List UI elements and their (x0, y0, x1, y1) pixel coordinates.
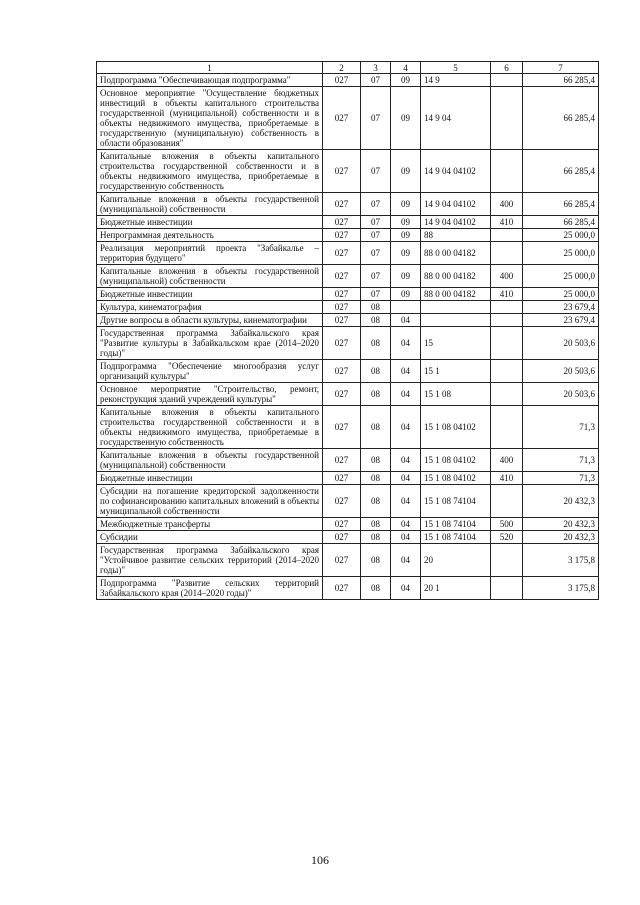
cell-target: 15 (421, 327, 491, 360)
cell-vid: 400 (491, 265, 523, 288)
cell-amount: 20 432,3 (523, 485, 599, 518)
cell-vid (491, 150, 523, 193)
table-row (97, 327, 599, 360)
cell-section: 07 (361, 265, 391, 288)
col-header-admin: 2 (323, 62, 361, 74)
cell-amount: 20 432,3 (523, 531, 599, 544)
cell-vid (491, 544, 523, 577)
cell-amount: 25 000,0 (523, 288, 599, 301)
cell-subsection: 04 (391, 314, 421, 327)
cell-subsection: 04 (391, 485, 421, 518)
cell-subsection: 04 (391, 544, 421, 577)
cell-admin: 027 (323, 449, 361, 472)
cell-subsection: 04 (391, 360, 421, 383)
cell-name: Субсидии на погашение кредиторской задолженности по софинансированию капитальных вложений в объекты муниципальной собственности (97, 485, 323, 518)
cell-target: 88 0 00 04182 (421, 242, 491, 265)
col-header-subsection: 4 (391, 62, 421, 74)
cell-target: 14 9 04 04102 (421, 193, 491, 216)
cell-target (421, 314, 491, 327)
cell-section: 08 (361, 449, 391, 472)
table-row (97, 301, 599, 314)
cell-admin: 027 (323, 314, 361, 327)
cell-vid (491, 87, 523, 150)
cell-amount: 66 285,4 (523, 150, 599, 193)
cell-vid (491, 242, 523, 265)
table-row (97, 544, 599, 577)
cell-vid: 410 (491, 216, 523, 229)
cell-vid (491, 74, 523, 87)
col-header-section: 3 (361, 62, 391, 74)
cell-name: Капитальные вложения в объекты государственной (муниципальной) собственности (97, 265, 323, 288)
cell-target: 14 9 04 04102 (421, 150, 491, 193)
cell-admin: 027 (323, 472, 361, 485)
cell-amount: 20 503,6 (523, 327, 599, 360)
cell-section: 08 (361, 485, 391, 518)
cell-admin: 027 (323, 531, 361, 544)
table-row (97, 406, 599, 449)
cell-target: 88 0 00 04182 (421, 265, 491, 288)
cell-vid (491, 314, 523, 327)
cell-section: 08 (361, 472, 391, 485)
cell-admin: 027 (323, 383, 361, 406)
cell-target: 20 1 (421, 577, 491, 600)
cell-amount: 3 175,8 (523, 544, 599, 577)
cell-target: 15 1 08 74104 (421, 531, 491, 544)
cell-subsection: 09 (391, 265, 421, 288)
cell-admin: 027 (323, 150, 361, 193)
cell-amount: 66 285,4 (523, 193, 599, 216)
cell-target: 15 1 08 74104 (421, 485, 491, 518)
cell-subsection: 04 (391, 531, 421, 544)
col-header-name: 1 (97, 62, 323, 74)
cell-vid (491, 229, 523, 242)
cell-section: 07 (361, 216, 391, 229)
cell-amount: 66 285,4 (523, 216, 599, 229)
cell-vid (491, 485, 523, 518)
cell-amount: 23 679,4 (523, 301, 599, 314)
table-row (97, 265, 599, 288)
cell-section: 07 (361, 288, 391, 301)
cell-admin: 027 (323, 229, 361, 242)
cell-amount: 25 000,0 (523, 265, 599, 288)
cell-name: Непрограммная деятельность (97, 229, 323, 242)
cell-admin: 027 (323, 544, 361, 577)
cell-subsection: 09 (391, 193, 421, 216)
table-row (97, 449, 599, 472)
page-number: 106 (311, 853, 329, 867)
cell-section: 08 (361, 301, 391, 314)
cell-vid: 400 (491, 449, 523, 472)
cell-amount: 20 432,3 (523, 518, 599, 531)
cell-section: 07 (361, 150, 391, 193)
cell-subsection: 04 (391, 449, 421, 472)
cell-name: Бюджетные инвестиции (97, 472, 323, 485)
table-row (97, 216, 599, 229)
cell-vid: 520 (491, 531, 523, 544)
col-header-target: 5 (421, 62, 491, 74)
table-row (97, 577, 599, 600)
cell-amount: 71,3 (523, 406, 599, 449)
cell-name: Капитальные вложения в объекты капитального строительства государственной собственности и в объекты недвижимого имущества, приобретаемые в государственную собственность (97, 150, 323, 193)
cell-section: 08 (361, 577, 391, 600)
cell-vid (491, 360, 523, 383)
cell-section: 08 (361, 544, 391, 577)
cell-amount: 25 000,0 (523, 242, 599, 265)
cell-amount: 3 175,8 (523, 577, 599, 600)
cell-target: 88 (421, 229, 491, 242)
cell-section: 08 (361, 406, 391, 449)
cell-target: 15 1 08 (421, 383, 491, 406)
cell-amount: 66 285,4 (523, 74, 599, 87)
cell-vid (491, 301, 523, 314)
cell-target: 15 1 08 04102 (421, 406, 491, 449)
table-row (97, 314, 599, 327)
cell-target: 14 9 (421, 74, 491, 87)
table-row (97, 229, 599, 242)
cell-name: Межбюджетные трансферты (97, 518, 323, 531)
cell-target (421, 301, 491, 314)
cell-name: Культура, кинематография (97, 301, 323, 314)
cell-name: Основное мероприятие "Строительство, ремонт, реконструкция зданий учреждений культуры" (97, 383, 323, 406)
cell-admin: 027 (323, 265, 361, 288)
cell-amount: 20 503,6 (523, 383, 599, 406)
cell-target: 15 1 08 04102 (421, 449, 491, 472)
cell-name: Капитальные вложения в объекты государственной (муниципальной) собственности (97, 193, 323, 216)
cell-subsection: 09 (391, 229, 421, 242)
table-row (97, 288, 599, 301)
cell-amount: 66 285,4 (523, 87, 599, 150)
cell-name: Бюджетные инвестиции (97, 216, 323, 229)
cell-amount: 25 000,0 (523, 229, 599, 242)
cell-subsection: 09 (391, 242, 421, 265)
table-row (97, 472, 599, 485)
cell-admin: 027 (323, 74, 361, 87)
table-row (97, 485, 599, 518)
table-row (97, 193, 599, 216)
cell-subsection: 09 (391, 150, 421, 193)
cell-vid: 400 (491, 193, 523, 216)
cell-admin: 027 (323, 485, 361, 518)
cell-section: 07 (361, 242, 391, 265)
cell-amount: 71,3 (523, 449, 599, 472)
table-row (97, 531, 599, 544)
cell-vid (491, 577, 523, 600)
col-header-amount: 7 (523, 62, 599, 74)
table-body (97, 74, 599, 600)
cell-admin: 027 (323, 288, 361, 301)
cell-section: 08 (361, 360, 391, 383)
cell-vid (491, 327, 523, 360)
cell-vid: 410 (491, 288, 523, 301)
cell-name: Субсидии (97, 531, 323, 544)
cell-section: 08 (361, 531, 391, 544)
cell-admin: 027 (323, 518, 361, 531)
cell-target: 14 9 04 (421, 87, 491, 150)
cell-subsection: 04 (391, 472, 421, 485)
cell-admin: 027 (323, 216, 361, 229)
cell-subsection: 09 (391, 288, 421, 301)
cell-section: 07 (361, 229, 391, 242)
table-row (97, 360, 599, 383)
cell-subsection: 04 (391, 577, 421, 600)
cell-vid: 410 (491, 472, 523, 485)
cell-target: 14 9 04 04102 (421, 216, 491, 229)
cell-amount: 71,3 (523, 472, 599, 485)
cell-section: 07 (361, 87, 391, 150)
cell-name: Подпрограмма "Развитие сельских территорий Забайкальского края (2014–2020 годы)" (97, 577, 323, 600)
cell-admin: 027 (323, 327, 361, 360)
cell-admin: 027 (323, 87, 361, 150)
cell-admin: 027 (323, 577, 361, 600)
cell-target: 20 (421, 544, 491, 577)
cell-name: Подпрограмма "Обеспечение многообразия услуг организаций культуры" (97, 360, 323, 383)
cell-name: Основное мероприятие "Осуществление бюджетных инвестиций в объекты капитального строительства государственной (муниципальной) собственности и в объекты недвижимого имущества, приобретаемые в государственную (муниципальную) собственность в области образования" (97, 87, 323, 150)
cell-section: 08 (361, 314, 391, 327)
cell-subsection (391, 301, 421, 314)
cell-admin: 027 (323, 301, 361, 314)
cell-section: 08 (361, 327, 391, 360)
table-row (97, 150, 599, 193)
cell-section: 08 (361, 518, 391, 531)
cell-name: Другие вопросы в области культуры, кинематографии (97, 314, 323, 327)
cell-subsection: 09 (391, 216, 421, 229)
cell-vid (491, 406, 523, 449)
cell-subsection: 09 (391, 87, 421, 150)
cell-admin: 027 (323, 360, 361, 383)
cell-vid: 500 (491, 518, 523, 531)
cell-target: 15 1 (421, 360, 491, 383)
table-row (97, 87, 599, 150)
col-header-vid: 6 (491, 62, 523, 74)
cell-name: Реализация мероприятий проекта "Забайкалье – территория будущего" (97, 242, 323, 265)
cell-subsection: 04 (391, 406, 421, 449)
table-row (97, 242, 599, 265)
cell-name: Подпрограмма "Обеспечивающая подпрограмма" (97, 74, 323, 87)
cell-name: Капитальные вложения в объекты государственной (муниципальной) собственности (97, 449, 323, 472)
cell-subsection: 09 (391, 74, 421, 87)
table-row (97, 518, 599, 531)
cell-subsection: 04 (391, 383, 421, 406)
cell-name: Государственная программа Забайкальского края "Развитие культуры в Забайкальском крае (2014–2020 годы)" (97, 327, 323, 360)
cell-target: 15 1 08 04102 (421, 472, 491, 485)
cell-vid (491, 383, 523, 406)
budget-table (96, 61, 599, 600)
table-row (97, 383, 599, 406)
cell-target: 88 0 00 04182 (421, 288, 491, 301)
table-row (97, 74, 599, 87)
cell-name: Государственная программа Забайкальского края "Устойчивое развитие сельских территорий (2014–2020 годы)" (97, 544, 323, 577)
cell-subsection: 04 (391, 518, 421, 531)
cell-admin: 027 (323, 193, 361, 216)
cell-name: Бюджетные инвестиции (97, 288, 323, 301)
cell-amount: 23 679,4 (523, 314, 599, 327)
cell-admin: 027 (323, 406, 361, 449)
cell-section: 07 (361, 193, 391, 216)
cell-name: Капитальные вложения в объекты капитального строительства государственной собственности и в объекты недвижимого имущества, приобретаемые в государственную собственность (97, 406, 323, 449)
cell-amount: 20 503,6 (523, 360, 599, 383)
cell-section: 08 (361, 383, 391, 406)
cell-admin: 027 (323, 242, 361, 265)
cell-section: 07 (361, 74, 391, 87)
cell-subsection: 04 (391, 327, 421, 360)
cell-target: 15 1 08 74104 (421, 518, 491, 531)
header-row (97, 62, 599, 74)
